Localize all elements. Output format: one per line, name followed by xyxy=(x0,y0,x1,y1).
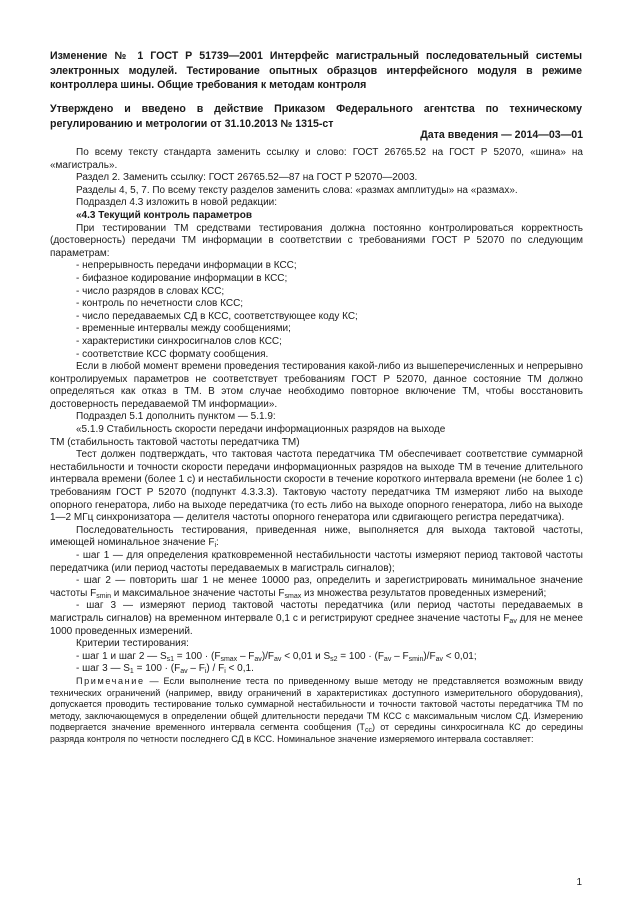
paragraph: Последовательность тестирования, приведенная ниже, выполняется для выхода тактовой частоты, имеющей номинальное значение $F_i$: xyxy=(50,524,583,550)
list-item: - временные интервалы между сообщениями; xyxy=(76,323,291,335)
step-2: - шаг 2 — повторить шаг 1 не менее 10000 раз, определить и зарегистрировать минимальное значение частоты $F_{smin}$ и максимальное значение частоты $F_{smax}$ из множества результатов проведенных измерений; xyxy=(50,575,583,600)
list-item: - соответствие КСС формату сообщения. xyxy=(76,348,269,360)
paragraph: «5.1.9 Стабильность скорости передачи информационных разрядов на выходе xyxy=(76,424,446,436)
list-item: - число разрядов в словах КСС; xyxy=(76,285,225,297)
step-3: - шаг 3 — измеряют период тактовой частоты передатчика (или период частоты передаваемых в магистраль сигналов) на временном интервале 0,1 с и регистрируют среднее значение частоты $F_{av}$ для не менее 1000 проведенных измерений. xyxy=(50,600,583,637)
criteria-heading: Критерии тестирования: xyxy=(76,638,189,650)
page-number: 1 xyxy=(576,877,582,888)
paragraph: Подраздел 4.3 изложить в новой редакции: xyxy=(76,197,278,209)
list-item: - бифазное кодирование информации в КСС; xyxy=(76,272,288,284)
paragraph: По всему тексту стандарта заменить ссылку и слово: ГОСТ 26765.52 на ГОСТ Р 52070, «шина» на «магистраль». xyxy=(50,147,583,171)
paragraph: Если в любой момент времени проведения тестирования какой-либо из вышеперечисленных и непрерывно контролируемых параметров не соответствует требованиям ГОСТ Р 52070, данное состояние ТМ должно определяться как отказ в ТМ. В этом случае необходимо повторное включение ТМ, чтобы восстановить достоверность передаваемой ТМ информации». xyxy=(50,361,583,410)
introduction-date: Дата введения — 2014—03—01 xyxy=(420,129,583,141)
list-item: - характеристики синхросигналов слов КСС; xyxy=(76,335,282,347)
paragraph: Подраздел 5.1 дополнить пунктом — 5.1.9: xyxy=(76,411,276,423)
formula-step-3: - шаг 3 — $S_1 = 100 \cdot (F_{av} - F_i) / F_i < 0,1$. xyxy=(76,663,254,676)
parameter-list xyxy=(50,260,583,361)
approval-statement: Утверждено и введено в действие Приказом Федерального агентства по техническому регулированию и метрологии от 31.10.2013 № 1315-ст xyxy=(50,103,582,130)
paragraph: Раздел 2. Заменить ссылку: ГОСТ 26765.52—87 на ГОСТ Р 52070—2003. xyxy=(76,172,418,184)
list-item: - число передаваемых СД в КСС, соответствующее коду КС; xyxy=(76,310,358,322)
section-heading-4-3: «4.3 Текущий контроль параметров xyxy=(76,209,253,221)
formula-step-1-2: - шаг 1 и шаг 2 — $S_{s1} = 100 \cdot (F_{smax} - F_{av})/F_{av} < 0,01$ и $S_{s2} = 100 \cdot (F_{av} - F_{smin})/F_{av} < 0,01$; xyxy=(76,650,477,663)
paragraph: Разделы 4, 5, 7. По всему тексту разделов заменить слова: «размах амплитуды» на «размах». xyxy=(76,184,518,196)
list-item: - непрерывность передачи информации в КСС; xyxy=(76,260,297,272)
step-1: - шаг 1 — для определения кратковременной нестабильности частоты измеряют период тактовой частоты передатчика (или период частоты передаваемых в магистраль сигналов); xyxy=(50,550,583,574)
paragraph: Тест должен подтверждать, что тактовая частота передатчика ТМ обеспечивает соответствие суммарной нестабильности и точности скорости передачи информационных разрядов на выходе ТМ в течение длительного интервала времени (более 1 с) и нестабильности скорости в течение короткого интервала времени (не более 1 с) требованиям ГОСТ Р 52070 (подпункт 4.3.3.3). Тактовую частоту передатчика ТМ измеряют либо на выходе опорного генератора, либо на выходе передатчика (то есть либо на выходе опорного генератора, либо на выходе 1—2 МГц синхронизатора — делителя частоты опорного генератора или сдвигающего регистра передатчика). xyxy=(50,449,583,524)
list-item: - контроль по нечетности слов КСС; xyxy=(76,298,244,310)
document-body xyxy=(50,147,583,746)
document-title: Изменение № 1 ГОСТ Р 51739—2001 Интерфейс магистральный последовательный системы электронных модулей. Тестирование опытных образцов интерфейсного модуля в режиме контроллера шины. Общие требования к методам контроля xyxy=(50,50,582,91)
note-label: Примечание xyxy=(76,675,145,686)
paragraph: ТМ (стабильность тактовой частоты передатчика ТМ) xyxy=(50,436,300,448)
paragraph: При тестировании ТМ средствами тестирования должна постоянно контролироваться корректность (достоверность) передачи ТМ информации в соответствии с требованиями ГОСТ Р 52070 по следующим параметрам: xyxy=(50,222,583,259)
note: Примечание — Если выполнение теста по приведенному выше методу не представляется возможным ввиду технических ограничений (например, ввиду ограничений в характеристиках доступного измерительного оборудования), допускается проводить тестирование только суммарной нестабильности и точности тактовой частоты передатчика ТМ по методу, заключающемуся в определении общей длительности передачи ТМ КСС с максимальным числом СД. Измерению подвергается значение временного интервала сегмента сообщения $(T_{сс})$ от середины синхросигнала КС до середины разряда контроля по четности последнего СД в КСС. Номинальное значение измеряемого интервала составляет: xyxy=(50,675,583,744)
